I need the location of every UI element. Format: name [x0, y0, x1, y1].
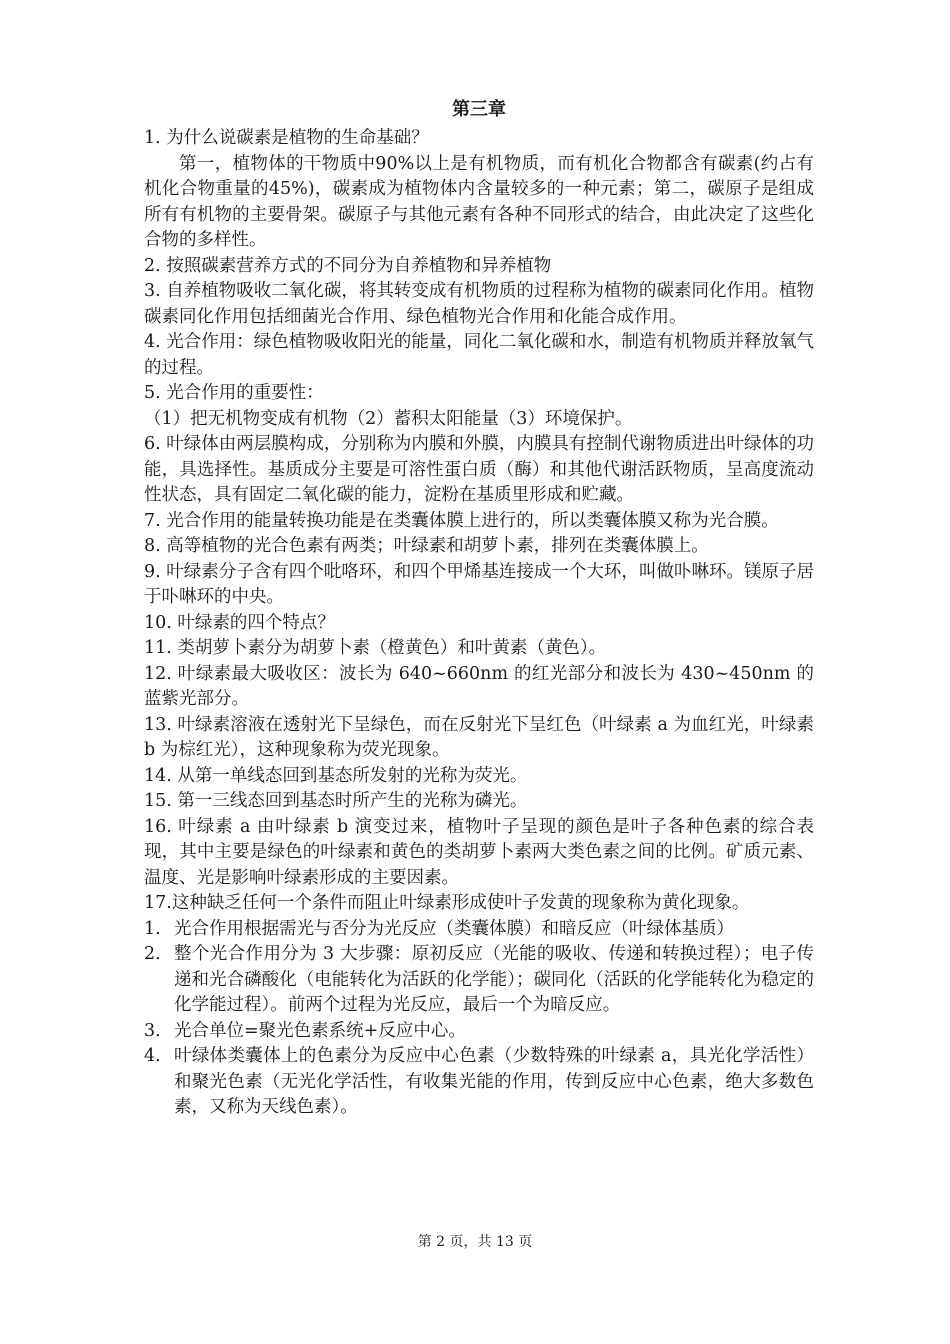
- paragraph: 14. 从第一单线态回到基态所发射的光称为荧光。: [144, 765, 528, 786]
- document-body: [144, 96, 814, 1121]
- paragraph: 7. 光合作用的能量转换功能是在类囊体膜上进行的，所以类囊体膜又称为光合膜。: [144, 510, 779, 531]
- list-item-number: 2.: [144, 944, 161, 964]
- paragraph: 12. 叶绿素最大吸收区：波长为 640~660nm 的红光部分和波长为 430~450nm 的蓝紫光部分。: [144, 663, 814, 709]
- list-item-number: 1.: [144, 918, 161, 939]
- list-item-number: 3.: [144, 1020, 161, 1041]
- paragraph: 10. 叶绿素的四个特点？: [144, 612, 335, 633]
- list-item-text: 光合作用根据需光与否分为光反应（类囊体膜）和暗反应（叶绿体基质）: [174, 918, 734, 939]
- paragraph: 11. 类胡萝卜素分为胡萝卜素（橙黄色）和叶黄素（黄色）。: [144, 638, 607, 658]
- paragraph: 4. 光合作用：绿色植物吸收阳光的能量，同化二氧化碳和水，制造有机物质并释放氧气的过程。: [144, 332, 814, 378]
- list-item: [144, 942, 814, 1019]
- page-footer: 第 2 页，共 13 页: [417, 1234, 533, 1250]
- paragraph: 1. 为什么说碳素是植物的生命基础？: [144, 128, 429, 148]
- list-item-text: 整个光合作用分为 3 大步骤：原初反应（光能的吸收、传递和转换过程）；电子传递和光合磷酸化（电能转化为活跃的化学能）；碳同化（活跃的化学能转化为稳定的化学能过程）。前两个过程为光反应，最后一个为暗反应。: [174, 944, 814, 1015]
- numbered-list: [144, 917, 814, 1121]
- paragraph: 6. 叶绿体由两层膜构成，分别称为内膜和外膜，内膜具有控制代谢物质进出叶绿体的功能，具选择性。基质成分主要是可溶性蛋白质（酶）和其他代谢活跃物质，呈高度流动性状态，具有固定二氧化碳的能力，淀粉在基质里形成和贮藏。: [144, 434, 814, 505]
- paragraph: 17.这种缺乏任何一个条件而阻止叶绿素形成使叶子发黄的现象称为黄化现象。: [144, 893, 750, 913]
- paragraph: 13. 叶绿素溶液在透射光下呈绿色，而在反射光下呈红色（叶绿素 a 为血红光，叶绿素 b 为棕红光），这种现象称为荧光现象。: [144, 714, 814, 760]
- paragraph: 第一，植物体的干物质中90%以上是有机物质，而有机化合物都含有碳素(约占有机化合物重量的45%)，碳素成为植物体内含量较多的一种元素；第二，碳原子是组成所有有机物的主要骨架。碳原子与其他元素有各种不同形式的结合，由此决定了这些化合物的多样性。: [144, 153, 814, 250]
- chapter-title: 第三章: [452, 99, 506, 120]
- list-item-text: 光合单位=聚光色素系统+反应中心。: [174, 1020, 466, 1041]
- paragraph: 16. 叶绿素 a 由叶绿素 b 演变过来，植物叶子呈现的颜色是叶子各种色素的综合表现，其中主要是绿色的叶绿素和黄色的类胡萝卜素两大类色素之间的比例。矿质元素、温度、光是影响叶绿素形成的主要因素。: [144, 816, 814, 888]
- paragraph: 15. 第一三线态回到基态时所产生的光称为磷光。: [144, 791, 528, 811]
- paragraph: 3. 自养植物吸收二氧化碳，将其转变成有机物质的过程称为植物的碳素同化作用。植物碳素同化作用包括细菌光合作用、绿色植物光合作用和化能合成作用。: [144, 281, 814, 327]
- paragraph: （1）把无机物变成有机物（2）蓄积太阳能量（3）环境保护。: [144, 408, 633, 429]
- list-item-number: 4.: [144, 1046, 161, 1066]
- list-item: [144, 1044, 814, 1121]
- list-item-text: 叶绿体类囊体上的色素分为反应中心色素（少数特殊的叶绿素 a，具光化学活性）和聚光色素（无光化学活性，有收集光能的作用，传到反应中心色素，绝大多数色素，又称为天线色素）。: [174, 1046, 814, 1117]
- paragraph: 8. 高等植物的光合色素有两类；叶绿素和胡萝卜素，排列在类囊体膜上。: [144, 536, 709, 556]
- paragraph-list: [144, 126, 814, 917]
- paragraph: 9. 叶绿素分子含有四个吡咯环，和四个甲烯基连接成一个大环，叫做卟啉环。镁原子居于卟啉环的中央。: [144, 561, 814, 607]
- list-item: [144, 1019, 814, 1045]
- paragraph: 2. 按照碳素营养方式的不同分为自养植物和异养植物: [144, 255, 552, 276]
- list-item: [144, 917, 814, 943]
- paragraph: 5. 光合作用的重要性：: [144, 383, 324, 403]
